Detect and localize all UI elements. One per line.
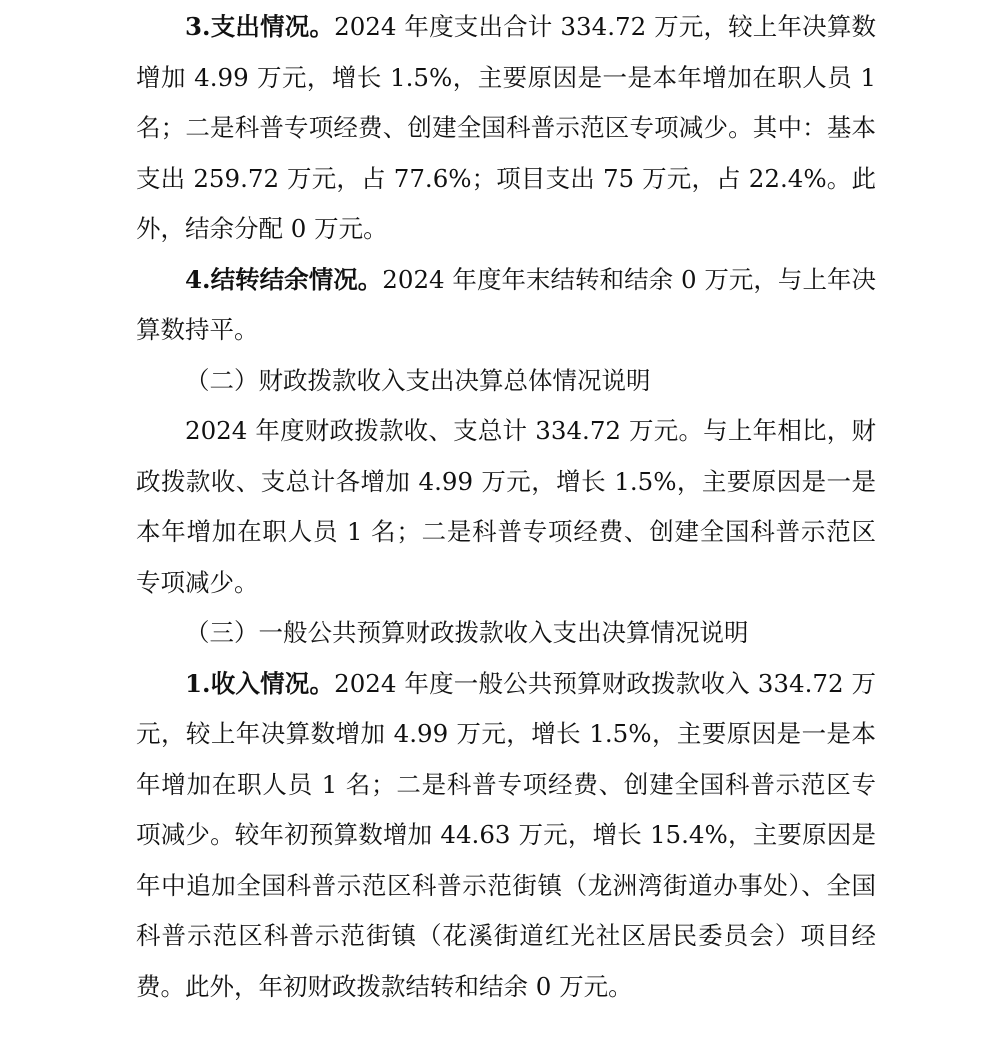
income-text: 2024 年度一般公共预算财政拨款收入 334.72 万元，较上年决算数增加 4.99 万元，增长 1.5%，主要原因是一是本年增加在职人员 1 名；二是科普专项经费、创建全国科普示范区专项减少。较年初预算数增加 44.63 万元，增长 15.4%，主要原因是年中追加全国科普示范区科普示范街镇（龙洲湾街道办事处）、全国科普示范区科普示范街镇（花溪街道红光社区居民委员会）项目经费。此外，年初财政拨款结转和结余 0 万元。 (136, 668, 876, 1001)
carryover-text: 2024 年度年末结转和结余 0 万元，与上年决算数持平。 (136, 264, 876, 344)
section-2-heading: （二）财政拨款收入支出决算总体情况说明 (185, 365, 651, 395)
income-lead: 1.收入情况。 (185, 668, 335, 698)
section-2-paragraph: 2024 年度财政拨款收、支总计 334.72 万元。与上年相比，财政拨款收、支总计各增加 4.99 万元，增长 1.5%，主要原因是一是本年增加在职人员 1 名；二是科普专项经费、创建全国科普示范区专项减少。 (136, 416, 876, 597)
section-3-heading: （三）一般公共预算财政拨款收入支出决算情况说明 (185, 618, 749, 647)
carryover-lead: 4.结转结余情况。 (185, 264, 383, 294)
income-paragraph (136, 659, 876, 1013)
expenditure-paragraph (136, 2, 876, 255)
expenditure-text: 2024 年度支出合计 334.72 万元，较上年决算数增加 4.99 万元，增长 1.5%，主要原因是一是本年增加在职人员 1 名；二是科普专项经费、创建全国科普示范区专项减少。其中：基本支出 259.72 万元，占 77.6%；项目支出 75 万元，占 22.4%。此外，结余分配 0 万元。 (136, 12, 876, 243)
expenditure-lead: 3.支出情况。 (185, 12, 335, 41)
document-page (136, 0, 876, 1012)
carryover-paragraph (136, 255, 876, 356)
